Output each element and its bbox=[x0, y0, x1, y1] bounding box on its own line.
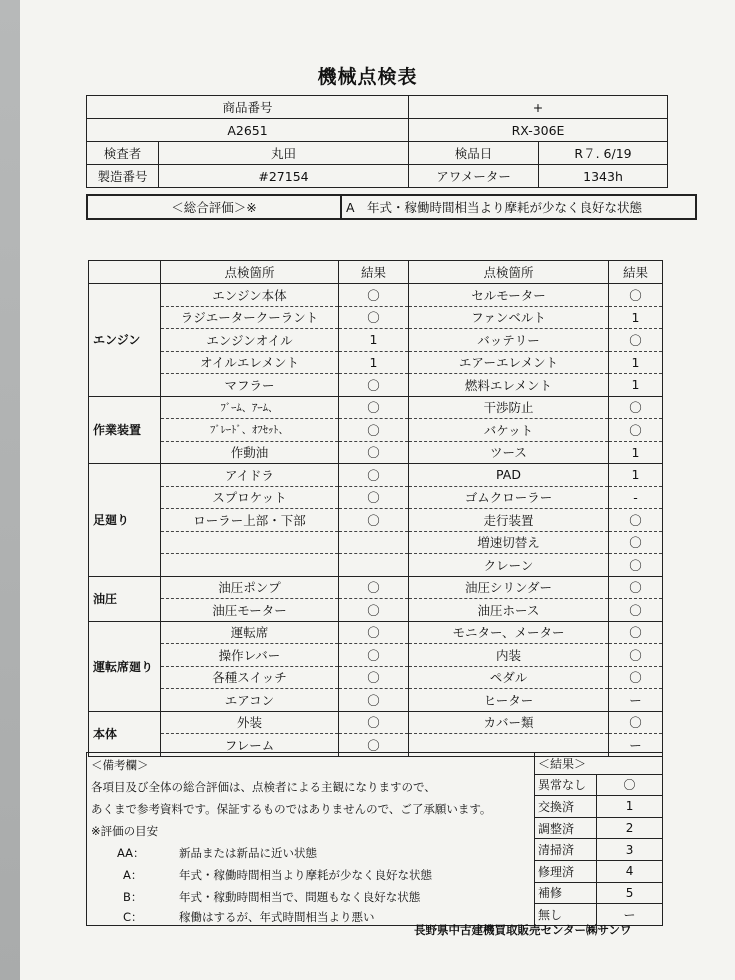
header-blank bbox=[89, 261, 161, 284]
check-item: 外装 bbox=[161, 711, 339, 734]
inspector-value: 丸田 bbox=[159, 142, 409, 165]
grade-description: 新品または新品に近い状態 bbox=[179, 846, 317, 860]
check-result: 〇 bbox=[339, 734, 409, 757]
category-work-equipment: 作業装置 bbox=[89, 396, 161, 464]
col-point-left: 点検箇所 bbox=[161, 261, 339, 284]
check-item: PAD bbox=[409, 464, 609, 487]
inspect-date-label: 検品日 bbox=[409, 142, 539, 165]
legend-name: 調整済 bbox=[535, 817, 597, 839]
check-item: 燃料エレメント bbox=[409, 374, 609, 397]
check-item: エンジンオイル bbox=[161, 329, 339, 352]
check-result: 〇 bbox=[339, 576, 409, 599]
check-item: 油圧ホース bbox=[409, 599, 609, 622]
check-item: 内装 bbox=[409, 644, 609, 667]
category-undercarriage: 足廻り bbox=[89, 464, 161, 577]
grade-label: A： bbox=[123, 868, 143, 882]
check-item: 各種スイッチ bbox=[161, 666, 339, 689]
legend-symbol: 2 bbox=[597, 817, 663, 839]
check-item: 干渉防止 bbox=[409, 396, 609, 419]
check-result: 〇 bbox=[609, 419, 663, 442]
category-operator-station: 運転席廻り bbox=[89, 621, 161, 711]
check-result: ー bbox=[609, 689, 663, 712]
check-item: クレーン bbox=[409, 554, 609, 577]
check-result: 〇 bbox=[339, 711, 409, 734]
check-result: 1 bbox=[339, 351, 409, 374]
check-result: 1 bbox=[609, 306, 663, 329]
check-item: 走行装置 bbox=[409, 509, 609, 532]
legend-heading: ＜結果＞ bbox=[535, 753, 663, 775]
check-item: 作動油 bbox=[161, 441, 339, 464]
check-item: エンジン本体 bbox=[161, 284, 339, 307]
background-edge bbox=[0, 0, 20, 980]
legend-symbol: 〇 bbox=[597, 774, 663, 796]
check-result bbox=[339, 531, 409, 554]
check-result: 〇 bbox=[339, 306, 409, 329]
legend-name: 補修 bbox=[535, 882, 597, 904]
legend-symbol: 4 bbox=[597, 860, 663, 882]
check-result: 〇 bbox=[609, 554, 663, 577]
check-item: ラジエータークーラント bbox=[161, 306, 339, 329]
grade-label: C： bbox=[123, 910, 143, 924]
category-hydraulics: 油圧 bbox=[89, 576, 161, 621]
check-result: 〇 bbox=[609, 284, 663, 307]
check-result: 〇 bbox=[609, 666, 663, 689]
check-item: アイドラ bbox=[161, 464, 339, 487]
check-result: ー bbox=[609, 734, 663, 757]
legend-symbol: 3 bbox=[597, 839, 663, 861]
grade-description: 稼働はするが、年式時間相当より悪い bbox=[179, 910, 375, 924]
legend-symbol: ー bbox=[597, 904, 663, 926]
remarks-line-1: 各項目及び全体の総合評価は、点検者による主観になりますので、 bbox=[91, 780, 436, 794]
check-result: 〇 bbox=[339, 396, 409, 419]
legend-name: 清掃済 bbox=[535, 839, 597, 861]
check-result: 〇 bbox=[609, 329, 663, 352]
legend-symbol: 5 bbox=[597, 882, 663, 904]
check-item: エアコン bbox=[161, 689, 339, 712]
check-result: 〇 bbox=[339, 509, 409, 532]
serial-label: 製造番号 bbox=[87, 165, 159, 188]
model-value: RX-306E bbox=[409, 119, 668, 142]
check-item: ﾌﾞﾚｰﾄﾞ、ｵﾌｾｯﾄ、 bbox=[161, 419, 339, 442]
inspector-label: 検査者 bbox=[87, 142, 159, 165]
check-item: セルモーター bbox=[409, 284, 609, 307]
check-result: 〇 bbox=[339, 666, 409, 689]
grade-guide-heading: ※評価の目安 bbox=[91, 824, 159, 838]
check-item: バケット bbox=[409, 419, 609, 442]
check-result: 〇 bbox=[609, 576, 663, 599]
check-item: バッテリー bbox=[409, 329, 609, 352]
check-item: ペダル bbox=[409, 666, 609, 689]
product-no-value: A2651 bbox=[87, 119, 409, 142]
serial-value: #27154 bbox=[159, 165, 409, 188]
check-item: ローラー上部・下部 bbox=[161, 509, 339, 532]
overall-evaluation bbox=[86, 194, 697, 220]
check-item: ゴムクローラー bbox=[409, 486, 609, 509]
check-result: 〇 bbox=[609, 599, 663, 622]
legend-name: 無し bbox=[535, 904, 597, 926]
check-item: モニター、メーター bbox=[409, 621, 609, 644]
category-engine: エンジン bbox=[89, 284, 161, 397]
header-table bbox=[86, 95, 668, 188]
grade-description: 年式・稼動時間相当で、問題もなく良好な状態 bbox=[179, 890, 421, 904]
maker-label: + bbox=[409, 96, 668, 119]
remarks-line-2: あくまで参考資料です。保証するものではありませんので、ご了承願います。 bbox=[91, 802, 492, 816]
check-result: 〇 bbox=[609, 396, 663, 419]
check-item bbox=[161, 531, 339, 554]
check-item: ツース bbox=[409, 441, 609, 464]
check-result bbox=[339, 554, 409, 577]
check-result: 〇 bbox=[339, 689, 409, 712]
check-item: マフラー bbox=[161, 374, 339, 397]
check-item: スプロケット bbox=[161, 486, 339, 509]
page-title: 機械点検表 bbox=[317, 66, 418, 88]
grade-label: AA： bbox=[117, 846, 145, 860]
check-result: 〇 bbox=[339, 644, 409, 667]
legend-symbol: 1 bbox=[597, 796, 663, 818]
check-result: 1 bbox=[609, 374, 663, 397]
check-item: ヒーター bbox=[409, 689, 609, 712]
remarks-heading: ＜備考欄＞ bbox=[91, 758, 149, 772]
check-result: 〇 bbox=[609, 621, 663, 644]
grade-description: 年式・稼働時間相当より摩耗が少なく良好な状態 bbox=[179, 868, 432, 882]
grade-label: B： bbox=[123, 890, 143, 904]
check-result: 〇 bbox=[609, 531, 663, 554]
category-body: 本体 bbox=[89, 711, 161, 756]
check-result: 1 bbox=[609, 464, 663, 487]
check-result: - bbox=[609, 486, 663, 509]
product-no-label: 商品番号 bbox=[87, 96, 409, 119]
company-name: 長野県中古建機買取販売センター㈱サンワ bbox=[414, 923, 632, 937]
col-result-left: 結果 bbox=[339, 261, 409, 284]
col-result-right: 結果 bbox=[609, 261, 663, 284]
check-item: エアーエレメント bbox=[409, 351, 609, 374]
inspect-date-value: R７. 6/19 bbox=[539, 142, 668, 165]
check-item: 油圧ポンプ bbox=[161, 576, 339, 599]
check-item: オイルエレメント bbox=[161, 351, 339, 374]
check-item: 操作レバー bbox=[161, 644, 339, 667]
check-result: 〇 bbox=[339, 464, 409, 487]
check-result: 〇 bbox=[339, 621, 409, 644]
remarks-box bbox=[86, 752, 535, 926]
check-item: 油圧モーター bbox=[161, 599, 339, 622]
check-item: ファンベルト bbox=[409, 306, 609, 329]
check-result: 〇 bbox=[609, 644, 663, 667]
check-result: 〇 bbox=[609, 711, 663, 734]
col-point-right: 点検箇所 bbox=[409, 261, 609, 284]
check-result: 〇 bbox=[339, 486, 409, 509]
checklist-table bbox=[88, 260, 663, 757]
overall-label: ＜総合評価＞※ bbox=[87, 195, 341, 219]
legend-name: 交換済 bbox=[535, 796, 597, 818]
check-result: 〇 bbox=[339, 419, 409, 442]
check-item bbox=[161, 554, 339, 577]
check-item: 運転席 bbox=[161, 621, 339, 644]
check-result: 1 bbox=[339, 329, 409, 352]
legend-name: 修理済 bbox=[535, 860, 597, 882]
result-legend bbox=[534, 752, 663, 926]
check-result: 1 bbox=[609, 441, 663, 464]
hour-meter-label: アワメーター bbox=[409, 165, 539, 188]
check-item: カバー類 bbox=[409, 711, 609, 734]
check-result: 〇 bbox=[339, 599, 409, 622]
check-item: ﾌﾞｰﾑ、ｱｰﾑ、 bbox=[161, 396, 339, 419]
check-item: 増速切替え bbox=[409, 531, 609, 554]
legend-name: 異常なし bbox=[535, 774, 597, 796]
check-item: フレーム bbox=[161, 734, 339, 757]
check-result: 〇 bbox=[609, 509, 663, 532]
hour-meter-value: 1343h bbox=[539, 165, 668, 188]
check-result: 〇 bbox=[339, 374, 409, 397]
overall-value: A 年式・稼働時間相当より摩耗が少なく良好な状態 bbox=[341, 195, 696, 219]
check-item: 油圧シリンダー bbox=[409, 576, 609, 599]
check-result: 〇 bbox=[339, 441, 409, 464]
check-result: 1 bbox=[609, 351, 663, 374]
check-result: 〇 bbox=[339, 284, 409, 307]
